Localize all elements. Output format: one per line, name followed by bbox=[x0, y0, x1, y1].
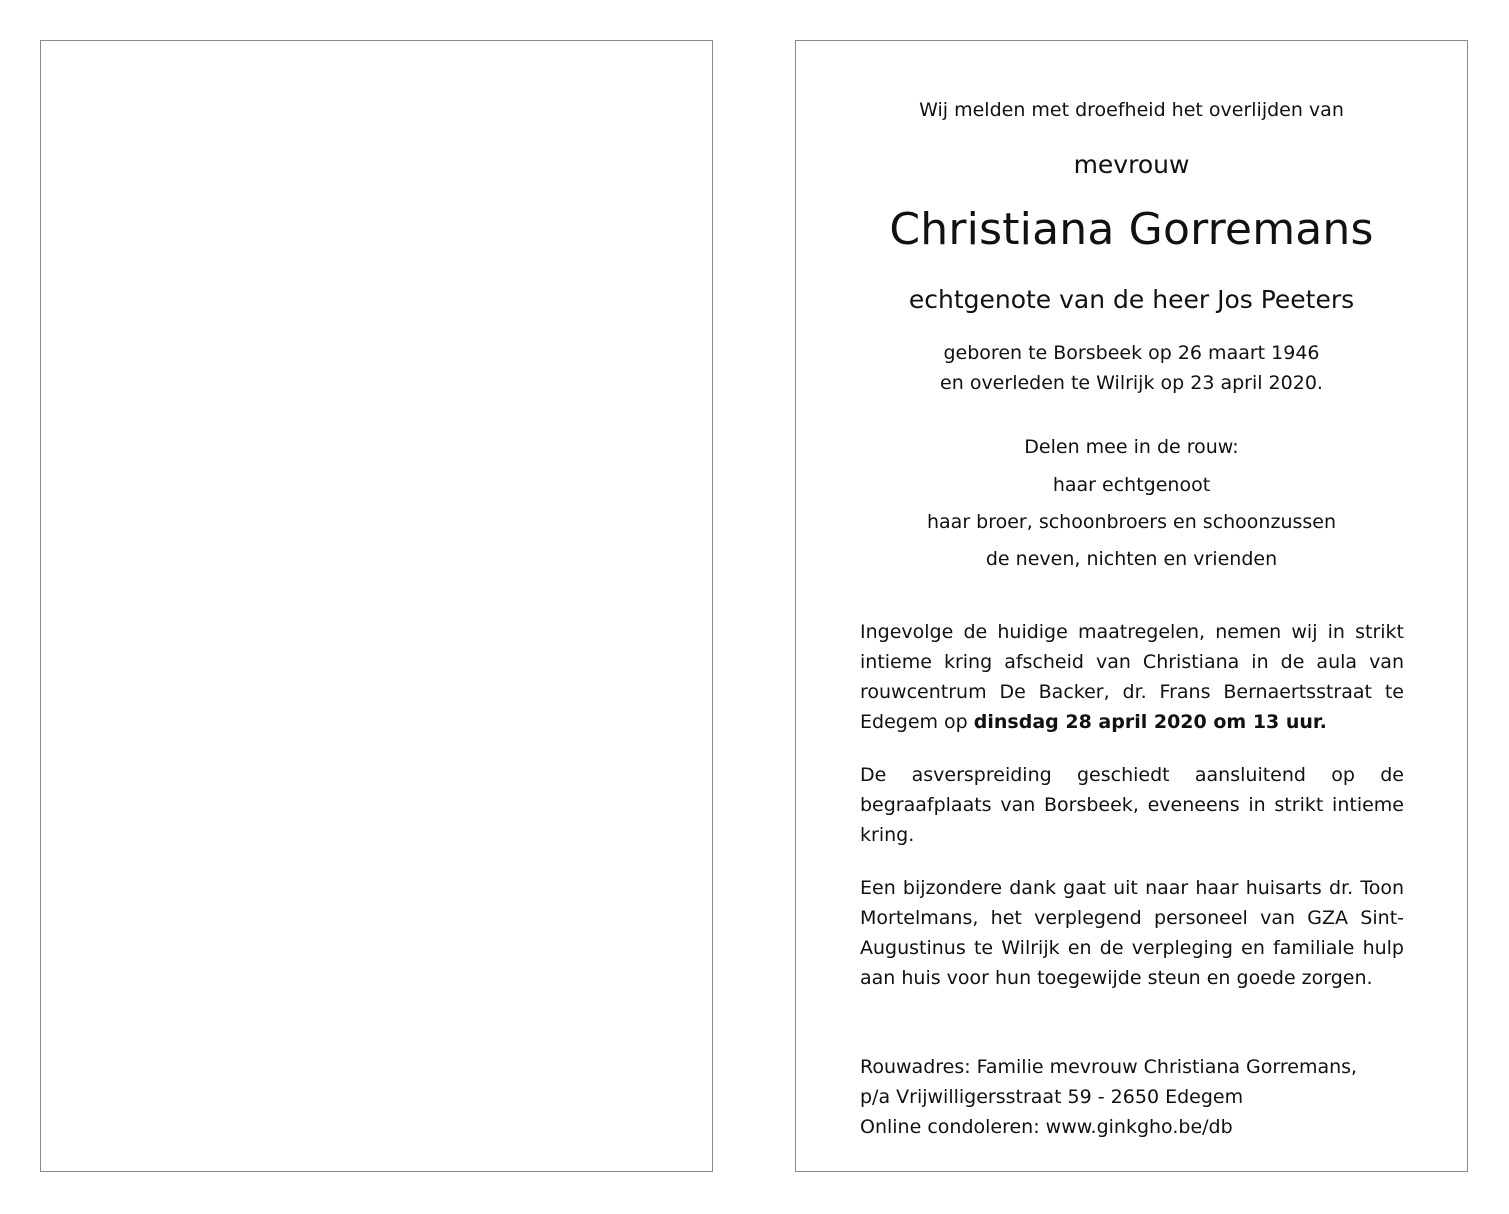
birth-line: geboren te Borsbeek op 26 maart 1946 bbox=[943, 342, 1320, 364]
spouse-line: echtgenote van de heer Jos Peeters bbox=[908, 285, 1355, 314]
address-line: Rouwadres: Familie mevrouw Christiana Gorremans, bbox=[860, 1056, 1358, 1078]
address-line: p/a Vrijwilligersstraat 59 - 2650 Edegem bbox=[860, 1086, 1244, 1108]
ceremony-paragraph bbox=[860, 617, 1404, 737]
honorific-title: mevrouw bbox=[1073, 150, 1190, 179]
announcement-intro: Wij melden met droefheid het overlijden van bbox=[919, 99, 1344, 121]
death-line: en overleden te Wilrijk op 23 april 2020. bbox=[940, 372, 1323, 394]
mourner-line: haar broer, schoonbroers en schoonzussen bbox=[926, 511, 1337, 533]
mourner-line: haar echtgenoot bbox=[1052, 474, 1211, 496]
ceremony-date: dinsdag 28 april 2020 om 13 uur. bbox=[973, 711, 1327, 733]
blank-left-page bbox=[40, 40, 713, 1172]
ceremony-text: Ingevolge de huidige maatregelen, nemen wij in strikt intieme kring afscheid van Christiana in de aula van rouwcentrum De Backer, dr. Frans Bernaertsstraat te Edegem op bbox=[860, 621, 1404, 733]
ashes-paragraph: De asverspreiding geschiedt aansluitend op de begraafplaats van Borsbeek, eveneens in strikt intieme kring. bbox=[860, 764, 1404, 846]
obituary-card-page bbox=[795, 40, 1468, 1172]
mourner-line: de neven, nichten en vrienden bbox=[985, 548, 1278, 570]
condolence-link: Online condoleren: www.ginkgho.be/db bbox=[860, 1116, 1233, 1138]
deceased-name: Christiana Gorremans bbox=[889, 204, 1374, 255]
mourners-heading: Delen mee in de rouw: bbox=[1024, 436, 1239, 458]
thanks-paragraph: Een bijzondere dank gaat uit naar haar huisarts dr. Toon Mortelmans, het verplegend personeel van GZA Sint-Augustinus te Wilrijk en de verpleging en familiale hulp aan huis voor hun toegewijde steun en goede zorgen. bbox=[860, 877, 1404, 989]
